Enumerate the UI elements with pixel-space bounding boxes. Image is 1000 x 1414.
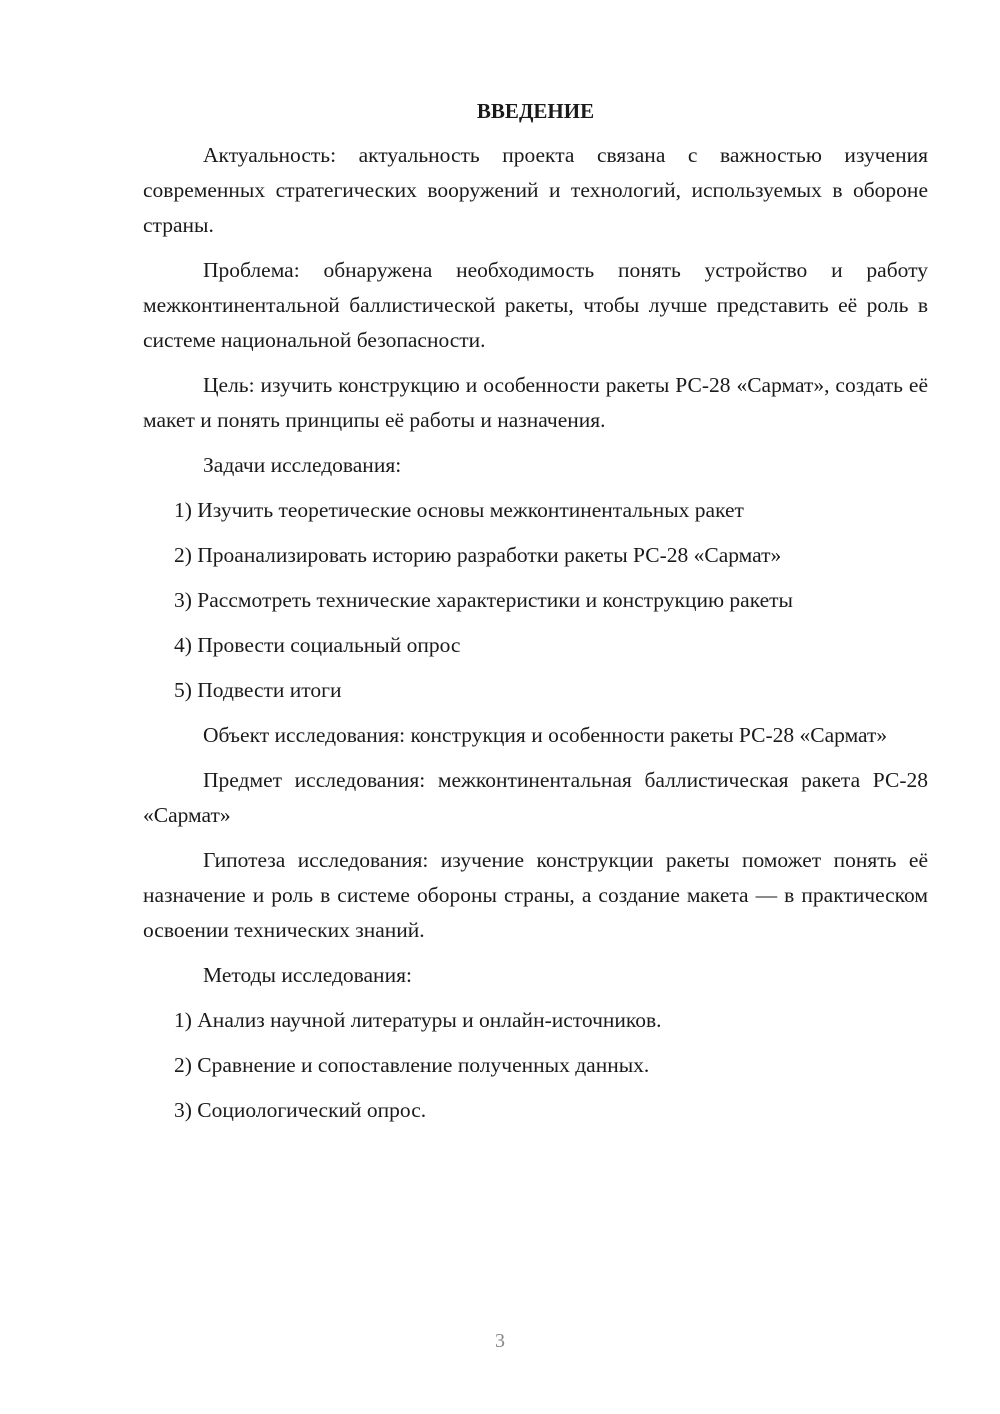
task-item: 2) Проанализировать историю разработки ракеты РС-28 «Сармат» xyxy=(174,543,782,567)
page-number: 3 xyxy=(495,1330,505,1352)
goal-paragraph: Цель: изучить конструкцию и особенности ракеты РС-28 «Сармат», создать её макет и понять принципы её работы и назначения. xyxy=(143,373,928,432)
object-paragraph: Объект исследования: конструкция и особенности ракеты РС-28 «Сармат» xyxy=(203,723,888,747)
method-item: 1) Анализ научной литературы и онлайн-источников. xyxy=(174,1008,662,1032)
hypothesis-paragraph: Гипотеза исследования: изучение конструкции ракеты поможет понять её назначение и роль в системе обороны страны, а создание макета — в практическом освоении технических знаний. xyxy=(143,848,928,942)
tasks-list xyxy=(143,493,928,708)
methods-list xyxy=(143,1003,928,1128)
section-title: ВВЕДЕНИЕ xyxy=(476,99,595,123)
task-item: 4) Провести социальный опрос xyxy=(174,633,461,657)
task-item: 5) Подвести итоги xyxy=(174,678,342,702)
page-content xyxy=(143,94,928,1138)
relevance-paragraph: Актуальность: актуальность проекта связана с важностью изучения современных стратегических вооружений и технологий, используемых в обороне страны. xyxy=(143,143,928,237)
problem-paragraph: Проблема: обнаружена необходимость понять устройство и работу межконтинентальной баллистической ракеты, чтобы лучше представить её роль в системе национальной безопасности. xyxy=(143,258,928,352)
task-item: 1) Изучить теоретические основы межконтинентальных ракет xyxy=(174,498,744,522)
method-item: 3) Социологический опрос. xyxy=(174,1098,427,1122)
tasks-heading: Задачи исследования: xyxy=(203,453,402,477)
methods-heading: Методы исследования: xyxy=(203,963,412,987)
method-item: 2) Сравнение и сопоставление полученных данных. xyxy=(174,1053,650,1077)
subject-paragraph: Предмет исследования: межконтинентальная баллистическая ракета РС-28 «Сармат» xyxy=(143,768,928,827)
task-item: 3) Рассмотреть технические характеристики и конструкцию ракеты xyxy=(174,588,794,612)
